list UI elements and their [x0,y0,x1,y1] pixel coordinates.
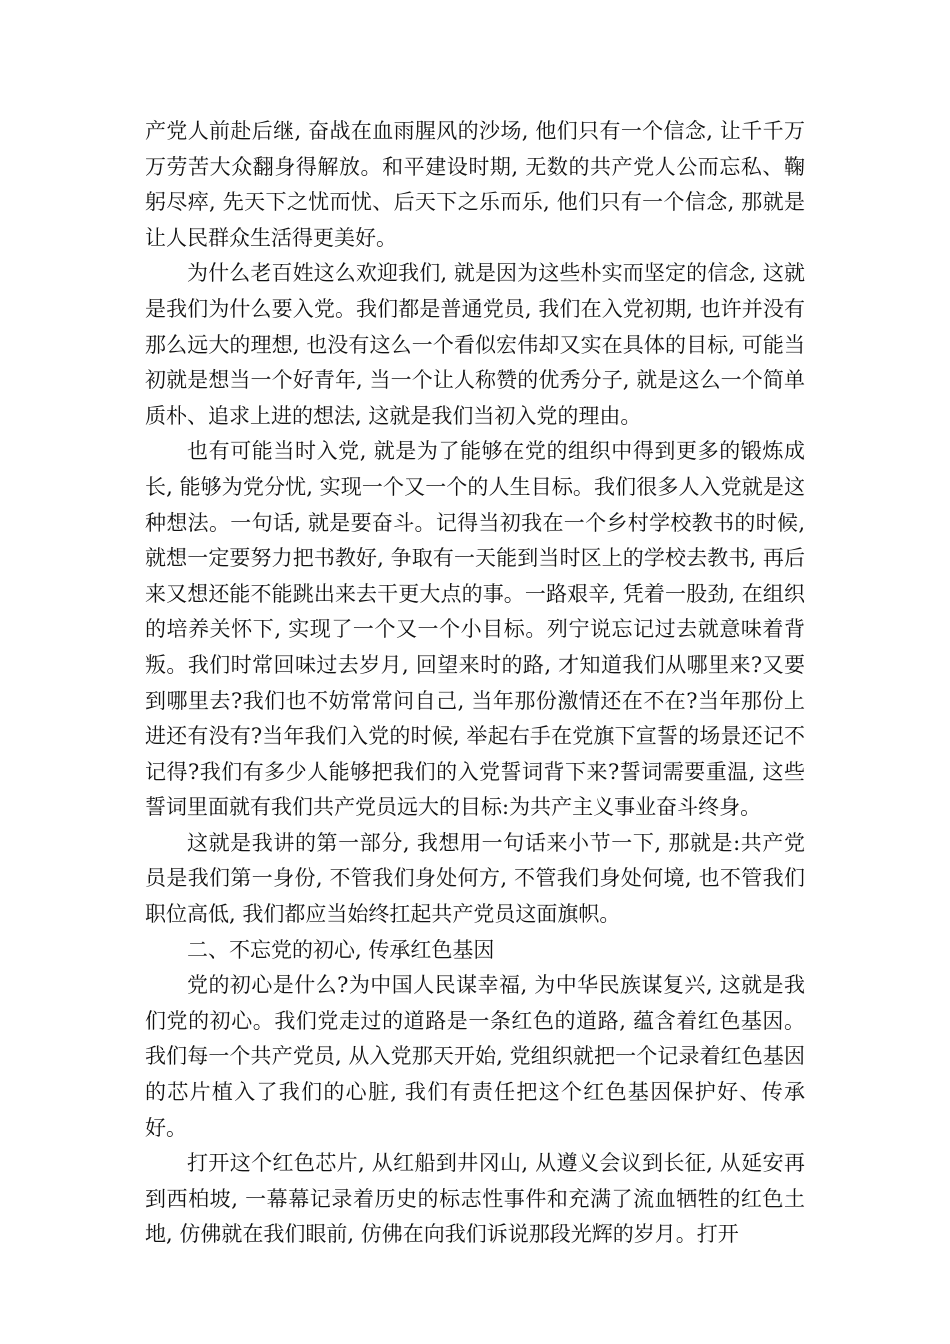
paragraph-3: 也有可能当时入党, 就是为了能够在党的组织中得到更多的锻炼成长, 能够为党分忧, 实现一个又一个的人生目标。我们很多人入党就是这种想法。一句话, 就是要奋斗。记得当初我在一个乡村学校教书的时候, 就想一定要努力把书教好, 争取有一天能到当时区上的学校去教书, 再后来又想还能不能跳出来去干更大点的事。一路艰辛, 凭着一股劲, 在组织的培养关怀下, 实现了一个又一个小目标。列宁说忘记过去就意味着背叛。我们时常回味过去岁月, 回望来时的路, 才知道我们从哪里来?又要到哪里去?我们也不妨常常问自己, 当年那份激情还在不在?当年那份上进还有没有?当年我们入党的时候, 举起右手在党旗下宣誓的场景还记不记得?我们有多少人能够把我们的入党誓词背下来?誓词需要重温, 这些誓词里面就有我们共产党员远大的目标:为共产主义事业奋斗终身。 [145,439,805,820]
section-heading: 二、不忘党的初心, 传承红色基因 [187,937,495,962]
paragraph-4: 这就是我讲的第一部分, 我想用一句话来小节一下, 那就是:共产党员是我们第一身份, 不管我们身处何方, 不管我们身处何境, 也不管我们职位高低, 我们都应当始终扛起共产党员这面旗帜。 [145,830,805,927]
paragraph-1: 产党人前赴后继, 奋战在血雨腥风的沙场, 他们只有一个信念, 让千千万万劳苦大众翻身得解放。和平建设时期, 无数的共产党人公而忘私、鞠躬尽瘁, 先天下之忧而忧、后天下之乐而乐, 他们只有一个信念, 那就是让人民群众生活得更美好。 [145,119,805,250]
paragraph-5: 党的初心是什么?为中国人民谋幸福, 为中华民族谋复兴, 这就是我们党的初心。我们党走过的道路是一条红色的道路, 蕴含着红色基因。我们每一个共产党员, 从入党那天开始, 党组织就把一个记录着红色基因的芯片植入了我们的心脏, 我们有责任把这个红色基因保护好、传承好。 [145,973,805,1140]
paragraph-2: 为什么老百姓这么欢迎我们, 就是因为这些朴实而坚定的信念, 这就是我们为什么要入党。我们都是普通党员, 我们在入党初期, 也许并没有那么远大的理想, 也没有这么一个看似宏伟却又实在具体的目标, 可能当初就是想当一个好青年, 当一个让人称赞的优秀分子, 就是这么一个简单质朴、追求上进的想法, 这就是我们当初入党的理由。 [145,261,805,428]
body-text [145,114,805,1253]
paragraph-6: 打开这个红色芯片, 从红船到井冈山, 从遵义会议到长征, 从延安再到西柏坡, 一幕幕记录着历史的标志性事件和充满了流血牺牲的红色土地, 仿佛就在我们眼前, 仿佛在向我们诉说那段光辉的岁月。打开 [145,1151,805,1247]
